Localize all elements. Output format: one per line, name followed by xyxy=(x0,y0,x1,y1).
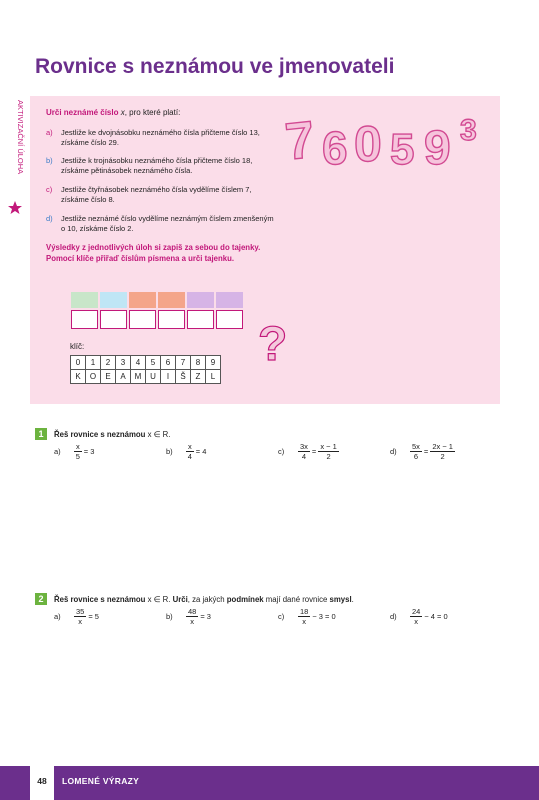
item-text: Jestliže ke dvojnásobku neznámého čísla přičteme číslo 13, získáme číslo 29. xyxy=(61,128,260,147)
item-letter: a) xyxy=(46,128,53,137)
digit-7: 7 xyxy=(282,110,318,172)
answer-cell[interactable] xyxy=(158,310,185,329)
item-text: Jestliže čtyřnásobek neznámého čísla vydělíme číslem 7, získáme číslo 8. xyxy=(61,185,252,204)
digit-9: 9 xyxy=(424,122,451,175)
question-mark-icon xyxy=(256,316,288,371)
eq-label: c) xyxy=(278,612,285,621)
activity-intro xyxy=(46,108,180,117)
answer-cell[interactable] xyxy=(129,310,156,329)
intro-var: x xyxy=(120,108,125,117)
eq-tail: − 3 = 0 xyxy=(312,612,336,621)
ex2-head-bold2: Urči xyxy=(172,595,188,604)
denominator: 2 xyxy=(440,452,445,461)
ex1-equation-c xyxy=(278,442,341,461)
key-letter-cell: U xyxy=(146,370,161,384)
chapter-title: LOMENÉ VÝRAZY xyxy=(62,776,140,786)
eq-tail: = 3 xyxy=(200,612,211,621)
key-number-cell: 4 xyxy=(131,356,146,370)
question-mark-glyph: ? xyxy=(258,318,288,371)
numerator: 18 xyxy=(300,607,309,616)
ex2-equation-b xyxy=(166,607,211,626)
ex2-head-bold1: Řeš rovnice s neznámou xyxy=(54,595,146,604)
eq-label: c) xyxy=(278,447,285,456)
key-letter-cell: O xyxy=(86,370,101,384)
equals: = xyxy=(423,447,429,456)
denominator: x xyxy=(302,617,307,626)
item-text: Jestliže k trojnásobku neznámého čísla přičteme číslo 18, získáme pětinásobek neznámého čísla. xyxy=(61,156,253,175)
answer-cell[interactable] xyxy=(71,310,98,329)
numerator: x − 1 xyxy=(320,442,337,451)
equals: = xyxy=(195,447,201,456)
key-letter-cell: A xyxy=(116,370,131,384)
key-table xyxy=(70,355,221,384)
denominator: 5 xyxy=(75,452,80,461)
exercise-2-number: 2 xyxy=(35,593,47,605)
strip-color-cell xyxy=(187,292,214,308)
numerator: x xyxy=(188,442,192,451)
denominator: x xyxy=(414,617,419,626)
rhs: 3 xyxy=(90,447,95,456)
answer-cell[interactable] xyxy=(187,310,214,329)
exercise-2-heading xyxy=(54,595,354,604)
eq-label: b) xyxy=(166,612,173,621)
exercise-1-number: 1 xyxy=(35,428,47,440)
ex2-head-plain1: x ∈ R. xyxy=(147,595,171,604)
key-number-cell: 6 xyxy=(161,356,176,370)
key-number-cell: 2 xyxy=(101,356,116,370)
answer-cell[interactable] xyxy=(216,310,243,329)
strip-color-cell xyxy=(100,292,127,308)
denominator: x xyxy=(78,617,83,626)
ex1-equation-a xyxy=(54,442,94,461)
fraction xyxy=(298,442,310,461)
key-number-cell: 8 xyxy=(191,356,206,370)
digit-5: 5 xyxy=(390,125,415,174)
eq-label: d) xyxy=(390,447,397,456)
item-text: Jestliže neznámé číslo vydělíme neznámým číslem zmenšeným o 10, získáme číslo 2. xyxy=(61,214,274,233)
ex1-equation-b xyxy=(166,442,206,461)
strip-answer-row xyxy=(71,310,245,329)
key-letter-cell: E xyxy=(101,370,116,384)
eq-label: b) xyxy=(166,447,173,456)
key-numbers-row xyxy=(71,356,221,370)
key-letter-cell: M xyxy=(131,370,146,384)
digit-3: 3 xyxy=(460,114,477,147)
ex1-head-rest: x ∈ R. xyxy=(147,430,171,439)
eq-label: a) xyxy=(54,447,61,456)
denominator: 4 xyxy=(187,452,192,461)
fraction xyxy=(430,442,455,461)
fraction xyxy=(186,442,194,461)
strip-color-cell xyxy=(71,292,98,308)
numerator: 5x xyxy=(412,442,420,451)
ex2-head-bold4: smysl xyxy=(329,595,352,604)
ex2-equation-c xyxy=(278,607,336,626)
ex2-head-plain4: . xyxy=(351,595,354,604)
decorative-digits xyxy=(282,104,501,175)
fraction xyxy=(410,442,422,461)
eq-tail: − 4 = 0 xyxy=(424,612,448,621)
equals: = xyxy=(83,447,89,456)
eq-label: a) xyxy=(54,612,61,621)
key-number-cell: 0 xyxy=(71,356,86,370)
ex1-equation-d xyxy=(390,442,457,461)
key-letter-cell: I xyxy=(161,370,176,384)
key-number-cell: 1 xyxy=(86,356,101,370)
key-number-cell: 5 xyxy=(146,356,161,370)
ex2-head-bold3: podmínek xyxy=(226,595,264,604)
strip-color-cell xyxy=(216,292,243,308)
fraction xyxy=(74,607,86,626)
intro-bold: Urči neznámé číslo xyxy=(46,108,119,117)
ex2-equation-d xyxy=(390,607,448,626)
denominator: x xyxy=(190,617,195,626)
page-number: 48 xyxy=(37,776,47,786)
key-number-cell: 3 xyxy=(116,356,131,370)
key-letter-cell: Š xyxy=(176,370,191,384)
key-letter-cell: L xyxy=(206,370,221,384)
numerator: 48 xyxy=(188,607,197,616)
side-label-text: AKTIVIZAČNÍ ÚLOHA xyxy=(16,100,25,175)
fraction xyxy=(318,442,338,461)
rhs: 4 xyxy=(202,447,207,456)
fraction xyxy=(410,607,422,626)
denominator: 4 xyxy=(301,452,307,461)
numerator: x xyxy=(76,442,80,451)
key-letters-row xyxy=(71,370,221,384)
item-letter: c) xyxy=(46,185,53,194)
ex2-head-plain3: mají dané rovnice xyxy=(265,595,328,604)
star-icon xyxy=(8,201,22,214)
key-letter-cell: Z xyxy=(191,370,206,384)
page-title: Rovnice s neznámou ve jmenovateli xyxy=(35,55,395,78)
key-number-cell: 7 xyxy=(176,356,191,370)
numerator: 3x xyxy=(300,442,308,451)
strip-color-cell xyxy=(158,292,185,308)
intro-rest: , pro které platí: xyxy=(124,108,181,117)
fraction xyxy=(186,607,198,626)
denominator: 2 xyxy=(326,452,331,461)
strip-color-cell xyxy=(129,292,156,308)
numerator: 24 xyxy=(412,607,421,616)
denominator: 6 xyxy=(413,452,419,461)
strip-color-row xyxy=(71,292,245,308)
exercise-1-heading xyxy=(54,430,170,439)
eq-tail: = 5 xyxy=(88,612,99,621)
ex2-equation-a xyxy=(54,607,99,626)
answer-cell[interactable] xyxy=(100,310,127,329)
fraction xyxy=(298,607,310,626)
item-letter: d) xyxy=(46,214,53,223)
key-letter-cell: K xyxy=(71,370,86,384)
numerator: 35 xyxy=(76,607,85,616)
key-label: klíč: xyxy=(70,342,85,351)
ex2-head-plain2: , za jakých xyxy=(187,595,225,604)
item-letter: b) xyxy=(46,156,53,165)
eq-label: d) xyxy=(390,612,397,621)
numerator: 2x − 1 xyxy=(432,442,453,451)
secret-word-strip xyxy=(71,292,245,329)
activity-result-instructions: Výsledky z jednotlivých úloh si zapiš za sebou do tajenky. Pomocí klíče přiřaď číslům písmena a urči tajenku. xyxy=(46,243,261,263)
key-number-cell: 9 xyxy=(206,356,221,370)
digit-6: 6 xyxy=(322,122,348,174)
digit-0: 0 xyxy=(354,116,382,172)
side-label xyxy=(6,98,24,218)
fraction xyxy=(74,442,82,461)
ex1-head-bold: Řeš rovnice s neznámou xyxy=(54,430,146,439)
equals: = xyxy=(311,447,317,456)
